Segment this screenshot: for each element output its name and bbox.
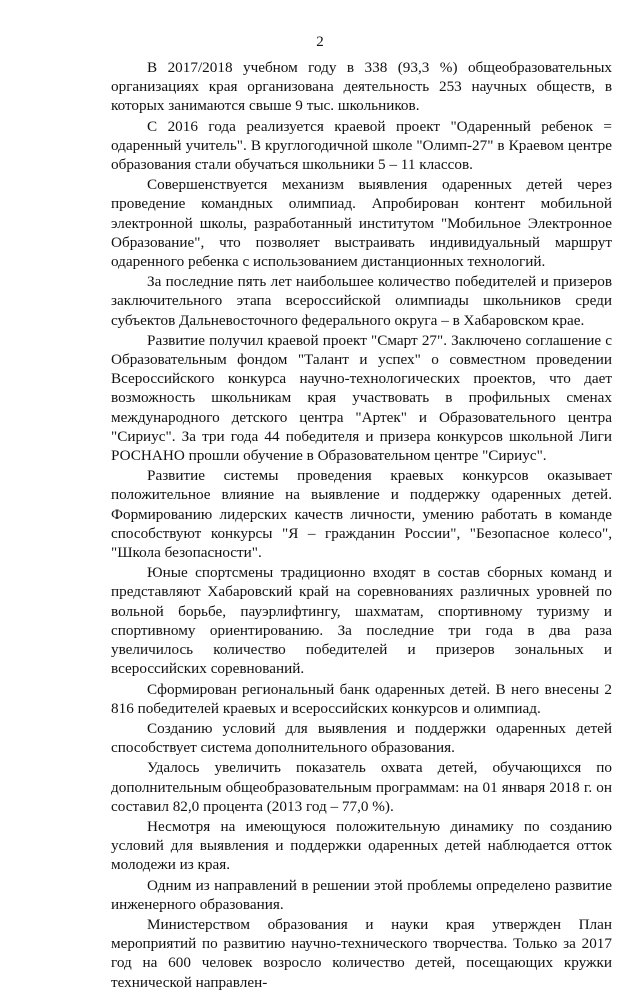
paragraph: Несмотря на имеющуюся положительную динамику по созданию условий для выявления и поддержки одаренных детей наблюдается отток молодежи из края. bbox=[111, 817, 612, 874]
paragraph: Созданию условий для выявления и поддержки одаренных детей способствует система дополнительного образования. bbox=[111, 719, 612, 757]
paragraph: За последние пять лет наибольшее количество победителей и призеров заключительного этапа всероссийской олимпиады школьников среди субъектов Дальневосточного федерального округа – в Хабаровском крае. bbox=[111, 273, 612, 329]
paragraph: Одним из направлений в решении этой проблемы определено развитие инженерного образования. bbox=[111, 876, 612, 913]
page-number: 2 bbox=[316, 34, 324, 50]
document-body bbox=[111, 58, 612, 992]
paragraph: В 2017/2018 учебном году в 338 (93,3 %) общеобразовательных организациях края организована деятельность 253 научных обществ, в которых занимаются свыше 9 тыс. школьников. bbox=[111, 59, 612, 115]
paragraph: Развитие получил краевой проект "Смарт 27". Заключено соглашение с Образовательным фондом "Талант и успех" о совместном проведении Всероссийского конкурса научно-технологических проектов, что дает возможность школьникам края участвовать в профильных сменах международного детского центра "Артек" и Образовательного центра "Сириус". За три года 44 победителя и призера конкурсов школьной Лиги РОСНАНО прошли обучение в Образовательном центре "Сириус". bbox=[111, 331, 612, 465]
paragraph: Развитие системы проведения краевых конкурсов оказывает положительное влияние на выявление и поддержку одаренных детей. Формированию лидерских качеств личности, умению работать в команде способствуют конкурсы "Я – гражданин России", "Безопасное колесо", "Школа безопасности". bbox=[111, 467, 612, 562]
paragraph: Юные спортсмены традиционно входят в состав сборных команд и представляют Хабаровский край на соревнованиях различных уровней по вольной борьбе, пауэрлифтингу, шахматам, спортивному туризму и спортивному ориентированию. За последние три года в два раза увеличилось количество победителей и призеров зональных и всероссийских соревнований. bbox=[111, 564, 612, 678]
paragraph: Совершенствуется механизм выявления одаренных детей через проведение командных олимпиад. Апробирован контент мобильной электронной школы, разработанный институтом "Мобильное Электронное Образование", что позволяет выстраивать индивидуальный маршрут одаренного ребенка с использованием дистанционных технологий. bbox=[111, 176, 612, 271]
paragraph: Сформирован региональный банк одаренных детей. В него внесены 2 816 победителей краевых и всероссийских конкурсов и олимпиад. bbox=[111, 680, 612, 717]
paragraph: Удалось увеличить показатель охвата детей, обучающихся по дополнительным общеобразовательным программам: на 01 января 2018 г. он составил 82,0 процента (2013 год – 77,0 %). bbox=[111, 759, 612, 815]
paragraph: С 2016 года реализуется краевой проект "Одаренный ребенок = одаренный учитель". В круглогодичной школе "Олимп-27" в Краевом центре образования стали обучаться школьники 5 – 11 классов. bbox=[111, 117, 612, 174]
paragraph: Министерством образования и науки края утвержден План мероприятий по развитию научно-технического творчества. Только за 2017 год на 600 человек возросло количество детей, посещающих кружки технической направлен- bbox=[111, 915, 612, 991]
